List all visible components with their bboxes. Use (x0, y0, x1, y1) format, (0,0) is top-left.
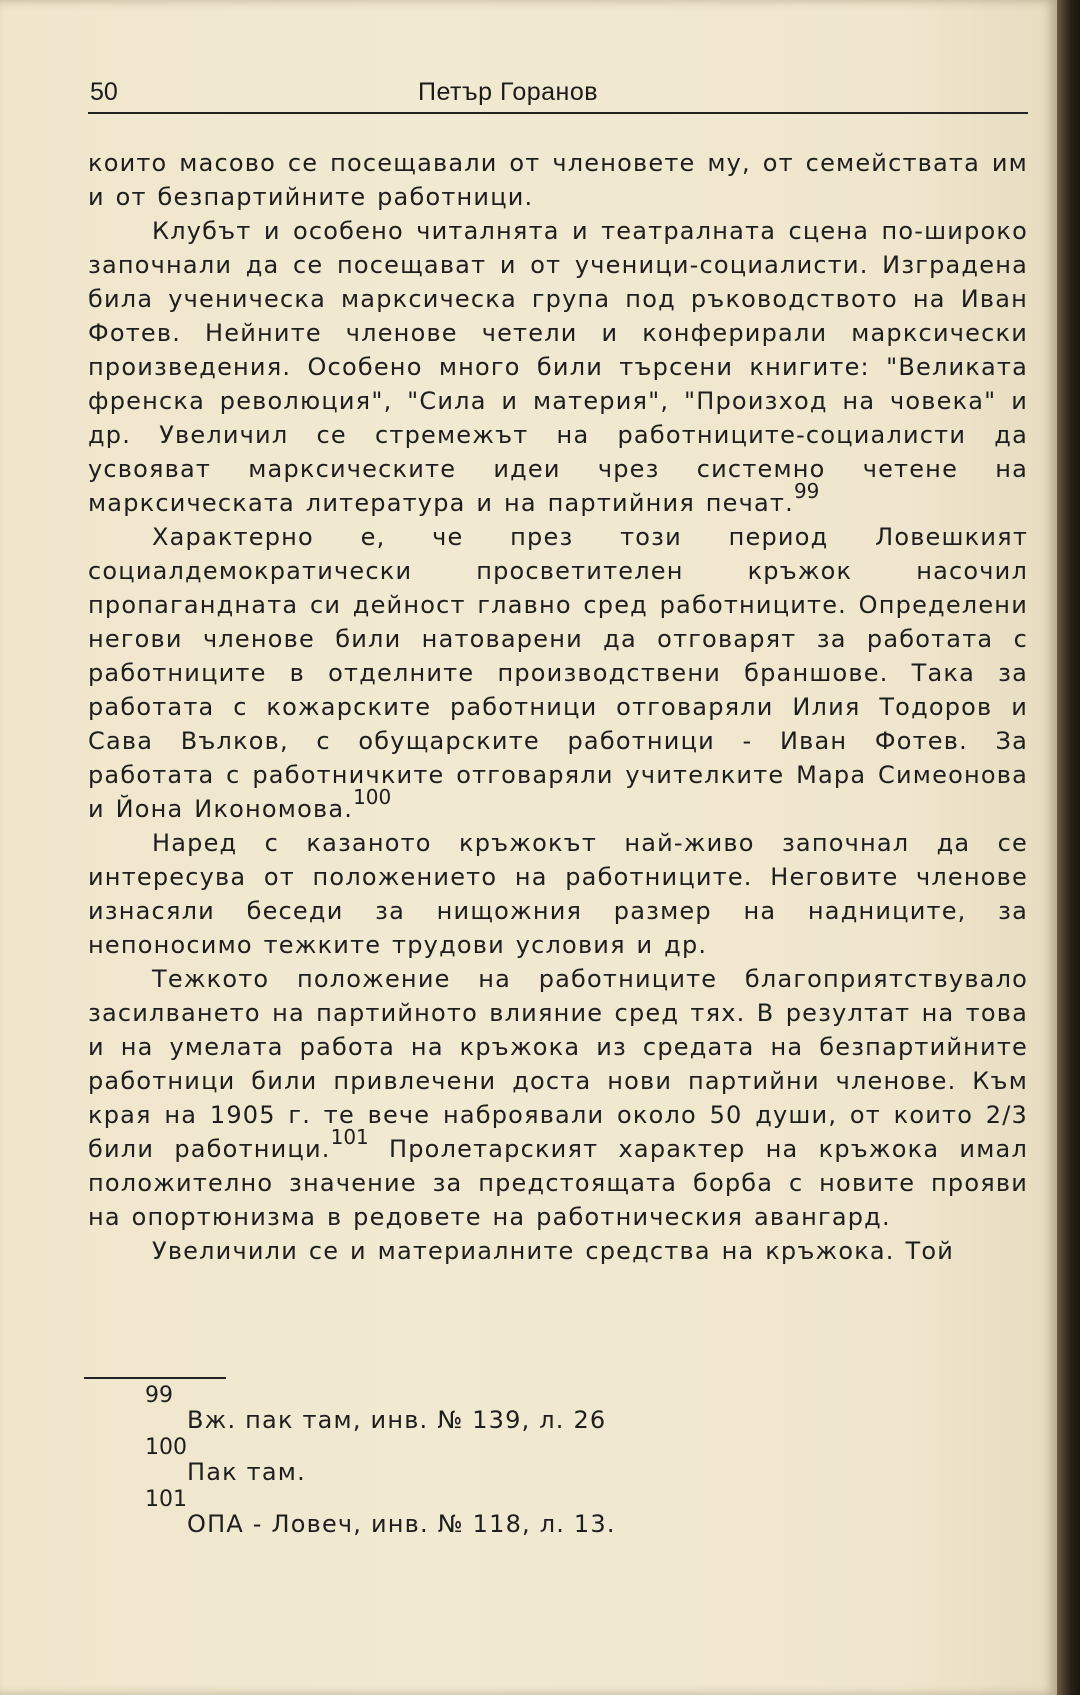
footnote-number: 100 (145, 1435, 187, 1460)
footnote (145, 1487, 1005, 1544)
footnote-text: Вж. пак там, инв. № 139, л. 26 (187, 1406, 607, 1434)
body-paragraph (88, 1234, 1028, 1268)
body-paragraph (88, 214, 1028, 520)
footnote-text: Пак там. (187, 1458, 306, 1486)
footnote-number: 99 (145, 1383, 173, 1408)
running-header (88, 76, 1028, 114)
footnote-number: 101 (145, 1487, 187, 1512)
paragraph-text: Увеличили се и материалните средства на кръжока. Той (152, 1237, 955, 1265)
footnote (145, 1383, 1005, 1440)
page-number: 50 (90, 78, 118, 106)
paragraph-text: Характерно е, че през този период Ловешкият социалдемократически просветителен кръжок насочил пропагандната си дейност главно сред работниците. Определени негови членове били натоварени да отговарят за работата с работниците в отделните производствени браншове. Така за работата с кожарските работници отговаряли Илия Тодоров и Сава Вълков, с обущарските работници - Иван Фотев. За работата с работничките отговаряли учителките Мара Симеонова и Йона Икономова. (88, 523, 1028, 823)
paragraph-text: Тежкото положение на работниците благоприятствувало засилването на партийното влияние сред тях. В резултат на това и на умелата работа на кръжока из средата на безпартийните работници били привлечени доста нови партийни членове. Към края на 1905 г. те вече наброявали около 50 души, от които 2/3 били работници. (88, 965, 1028, 1163)
body-paragraph (88, 962, 1028, 1234)
footnote (145, 1435, 1005, 1492)
paragraph-text: Наред с казаното кръжокът най-живо започнал да се интересува от положението на работниците. Неговите членове изнасяли беседи за нищожния размер на надниците, за непоносимо тежките трудови условия и др. (88, 829, 1028, 959)
footnote-text: ОПА - Ловеч, инв. № 118, л. 13. (187, 1510, 616, 1538)
footnote-reference: 99 (793, 479, 820, 503)
paragraph-text: които масово се посещавали от членовете му, от семействата им и от безпартийните работници. (88, 149, 1028, 211)
footnotes (145, 1383, 1005, 1544)
body-text (88, 146, 1028, 1268)
body-paragraph (88, 826, 1028, 962)
page-edge-shadow (1057, 0, 1080, 1695)
body-paragraph (88, 520, 1028, 826)
paragraph-text: Пролетарският характер на кръжока имал положително значение за предстоящата борба с новите прояви на опортюнизма в редовете на работническия авангард. (88, 1135, 1028, 1231)
running-head-author: Петър Горанов (418, 78, 599, 106)
footnote-reference: 101 (330, 1125, 369, 1149)
body-paragraph (88, 146, 1028, 214)
footnote-reference: 100 (353, 785, 392, 809)
paragraph-text: Клубът и особено читалнята и театралната сцена по-широко започнали да се посещават и от ученици-социалисти. Изградена била ученическа марксическа група под ръководството на Иван Фотев. Нейните членове четели и конферирали марксически произведения. Особено много били търсени книгите: "Великата френска революция", "Сила и материя", "Произход на човека" и др. Увеличил се стремежът на работниците-социалисти да усвояват марксическите идеи чрез системно четене на марксическата литература и на партийния печат. (88, 217, 1028, 517)
